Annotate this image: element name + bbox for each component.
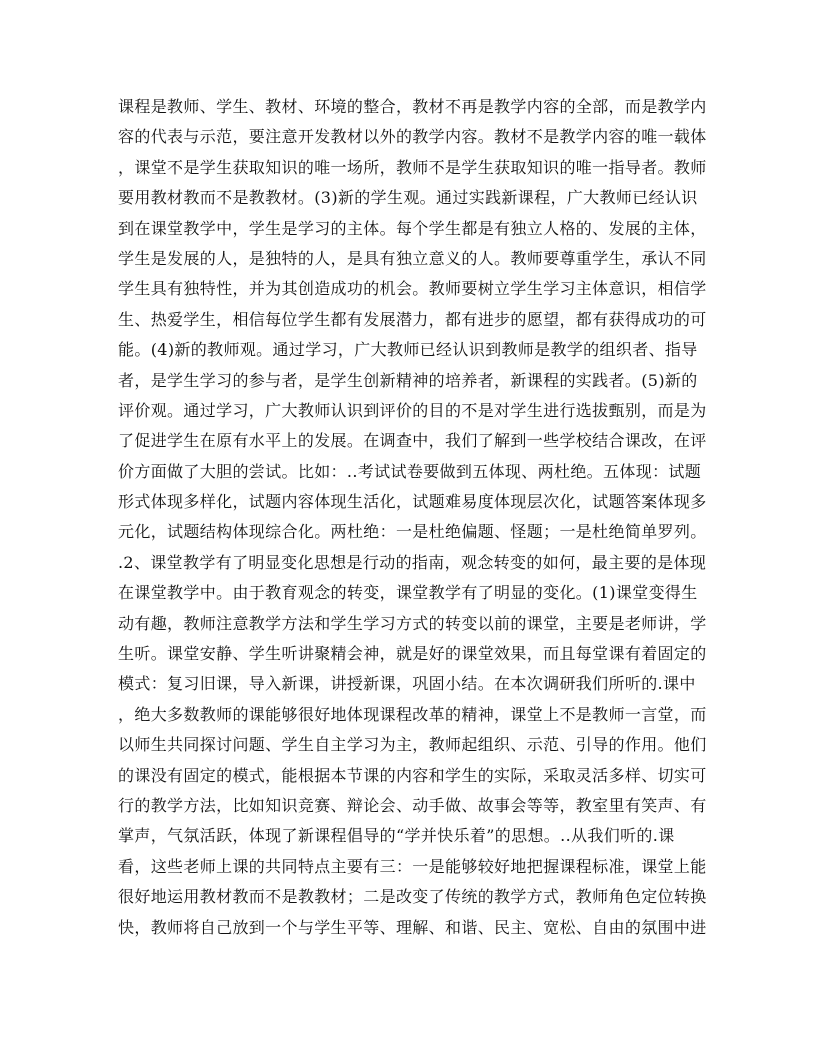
text-line: 了促进学生在原有水平上的发展。在调查中，我们了解到一些学校结合课改，在评 [118,431,707,451]
text-line: 要用教材教而不是教教材。(3)新的学生观。通过实践新课程，广大教师已经认识 [118,188,698,208]
text-line: 课程是教师、学生、教材、环境的整合，教材不再是教学内容的全部，而是教学内 [118,97,707,116]
text-line: 学生是发展的人，是独特的人，是具有独立意义的人。教师要尊重学生，承认不同 [118,248,707,268]
text-line: 者，是学生学习的参与者，是学生创新精神的培养者，新课程的实践者。(5)新的 [118,370,698,390]
text-line: 模式：复习旧课，导入新课，讲授新课，巩固小结。在本次调研我们所听的.课中 [118,674,696,694]
body-text [118,92,707,943]
text-line: .2、课堂教学有了明显变化思想是行动的指南，观念转变的如何，最主要的是体现 [118,552,707,572]
text-line: 动有趣，教师注意教学方法和学生学习方式的转变以前的课堂，主要是老师讲，学 [118,613,707,633]
text-line: ，绝大多数教师的课能够很好地体现课程改革的精神，课堂上不是教师一言堂，而 [118,704,707,724]
text-line: ，课堂不是学生获取知识的唯一场所，教师不是学生获取知识的唯一指导者。教师 [118,157,707,177]
text-line: 的课没有固定的模式，能根据本节课的内容和学生的实际，采取灵活多样、切实可 [118,765,707,785]
text-line: 到在课堂教学中，学生是学习的主体。每个学生都是有独立人格的、发展的主体， [118,218,707,238]
text-line: 评价观。通过学习，广大教师认识到评价的目的不是对学生进行选拔甄别，而是为 [118,400,707,420]
text-line: 很好地运用教材教而不是教教材；二是改变了传统的教学方式，教师角色定位转换 [118,887,707,907]
text-line: 快，教师将自己放到一个与学生平等、理解、和谐、民主、宽松、自由的氛围中进 [118,917,707,937]
text-line: 元化，试题结构体现综合化。两杜绝：一是杜绝偏题、怪题；一是杜绝简单罗列。 [118,522,707,542]
text-line: 形式体现多样化，试题内容体现生活化，试题难易度体现层次化，试题答案体现多 [118,492,707,512]
text-line: 掌声，气氛活跃，体现了新课程倡导的“学并快乐着”的思想。..从我们听的.课 [118,826,675,846]
text-line: 生、热爱学生，相信每位学生都有发展潜力，都有进步的愿望，都有获得成功的可 [118,309,707,329]
text-line: 能。(4)新的教师观。通过学习，广大教师已经认识到教师是教学的组织者、指导 [118,340,698,360]
text-line: 以师生共同探讨问题、学生自主学习为主，教师起组织、示范、引导的作用。他们 [118,735,707,755]
text-line: 生听。课堂安静、学生听讲聚精会神，就是好的课堂效果，而且每堂课有着固定的 [118,644,707,664]
text-line: 看，这些老师上课的共同特点主要有三：一是能够较好地把握课程标准，课堂上能 [118,856,707,876]
text-line: 行的教学方法，比如知识竞赛、辩论会、动手做、故事会等等，教室里有笑声、有 [118,795,707,815]
text-line: 学生具有独特性，并为其创造成功的机会。教师要树立学生学习主体意识，相信学 [118,279,707,299]
text-line: 在课堂教学中。由于教育观念的转变，课堂教学有了明显的变化。(1)课堂变得生 [118,583,698,603]
text-line: 价方面做了大胆的尝试。比如：..考试试卷要做到五体现、两杜绝。五体现：试题 [118,461,702,481]
text-line: 容的代表与示范，要注意开发教材以外的教学内容。教材不是教学内容的唯一载体 [118,127,707,147]
